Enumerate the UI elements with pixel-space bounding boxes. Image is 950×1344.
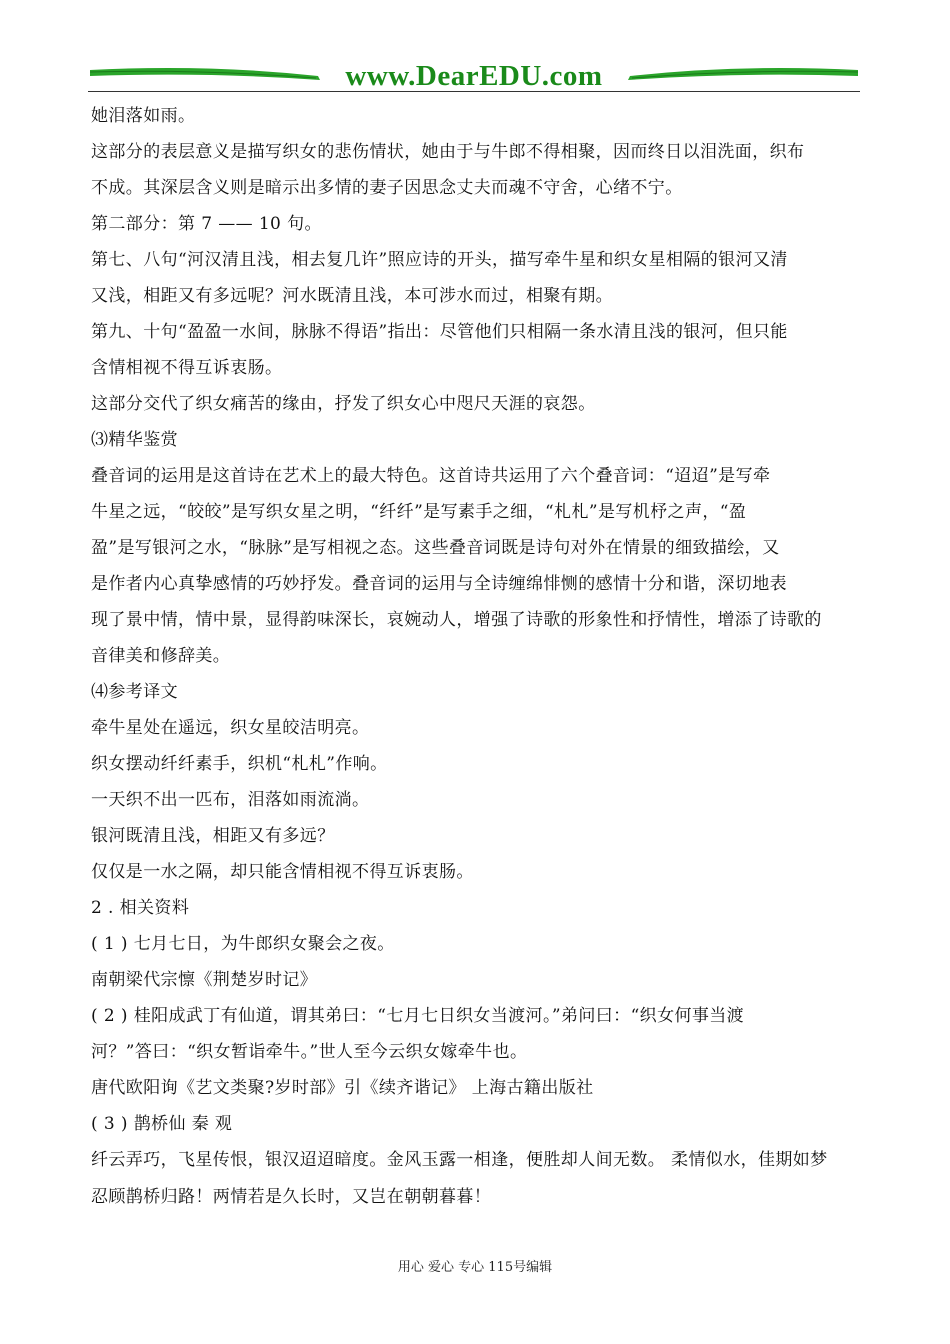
- translation-line: 银河既清且浅，相距又有多远？: [91, 826, 335, 846]
- poem-line: 忍顾鹊桥归路！两情若是久长时，又岂在朝朝暮暮！: [91, 1187, 492, 1207]
- page-header: [88, 58, 860, 94]
- section-heading: 2 . 相关资料: [91, 898, 190, 918]
- reference-item: ( 1 ) 七月七日，为牛郎织女聚会之夜。: [91, 934, 395, 954]
- translation-line: 织女摆动纤纤素手，织机“札札”作响。: [91, 754, 388, 774]
- translation-line: 牵牛星处在遥远，织女星皎洁明亮。: [91, 718, 370, 738]
- text-line: 音律美和修辞美。: [91, 646, 231, 666]
- text-line: 牛星之远，“皎皎”是写织女星之明，“纤纤”是写素手之细，“札札”是写机杼之声，“盈: [91, 502, 747, 522]
- reference-source: 南朝梁代宗懔《荆楚岁时记》: [91, 970, 318, 990]
- text-line: 不成。其深层含义则是暗示出多情的妻子因思念丈夫而魂不守舍，心绪不宁。: [91, 178, 683, 198]
- text-line: 第七、八句“河汉清且浅，相去复几许”照应诗的开头，描写牵牛星和织女星相隔的银河又清: [91, 250, 788, 270]
- reference-item: ( 3 ) 鹊桥仙 秦 观: [91, 1114, 233, 1134]
- translation-line: 一天织不出一匹布，泪落如雨流淌。: [91, 790, 370, 810]
- document-body: [91, 98, 863, 1216]
- section-heading: 第二部分：第 7 —— 10 句。: [91, 214, 322, 234]
- text-line: 含情相视不得互诉衷肠。: [91, 358, 283, 378]
- text-line: 又浅，相距又有多远呢？河水既清且浅，本可涉水而过，相聚有期。: [91, 286, 613, 306]
- text-line: 这部分交代了织女痛苦的缘由，抒发了织女心中咫尺天涯的哀怨。: [91, 394, 596, 414]
- section-heading: ⑶精华鉴赏: [91, 430, 178, 450]
- text-line: 河？”答曰：“织女暂诣牵牛。”世人至今云织女嫁牵牛也。: [91, 1042, 528, 1062]
- section-heading: ⑷参考译文: [91, 682, 178, 702]
- text-line: 盈”是写银河之水，“脉脉”是写相视之态。这些叠音词既是诗句对外在情景的细致描绘，又: [91, 538, 780, 558]
- text-line: 第九、十句“盈盈一水间，脉脉不得语”指出：尽管他们只相隔一条水清且浅的银河，但只能: [91, 322, 788, 342]
- header-divider: [88, 91, 860, 92]
- reference-source: 唐代欧阳询《艺文类聚?岁时部》引《续齐谐记》 上海古籍出版社: [91, 1078, 594, 1098]
- translation-line: 仅仅是一水之隔，却只能含情相视不得互诉衷肠。: [91, 862, 474, 882]
- reference-item: ( 2 ) 桂阳成武丁有仙道，谓其弟曰：“七月七日织女当渡河。”弟问曰：“织女何事当渡: [91, 1006, 745, 1026]
- page-footer: 用心 爱心 专心 115号编辑: [397, 1260, 553, 1275]
- poem-line: 纤云弄巧，飞星传恨，银汉迢迢暗度。金风玉露一相逢，便胜却人间无数。 柔情似水，佳期如梦: [91, 1150, 828, 1170]
- text-line: 叠音词的运用是这首诗在艺术上的最大特色。这首诗共运用了六个叠音词：“迢迢”是写牵: [91, 466, 771, 486]
- text-line: 是作者内心真挚感情的巧妙抒发。叠音词的运用与全诗缠绵悱恻的感情十分和谐，深切地表: [91, 574, 787, 594]
- text-line: 现了景中情，情中景，显得韵味深长，哀婉动人，增强了诗歌的形象性和抒情性，增添了诗歌的: [91, 610, 822, 630]
- text-line: 这部分的表层意义是描写织女的悲伤情状，她由于与牛郎不得相聚，因而终日以泪洗面，织布: [91, 142, 805, 162]
- text-line: 她泪落如雨。: [91, 106, 196, 126]
- site-logo-text[interactable]: www.DearEDU.com: [345, 60, 603, 92]
